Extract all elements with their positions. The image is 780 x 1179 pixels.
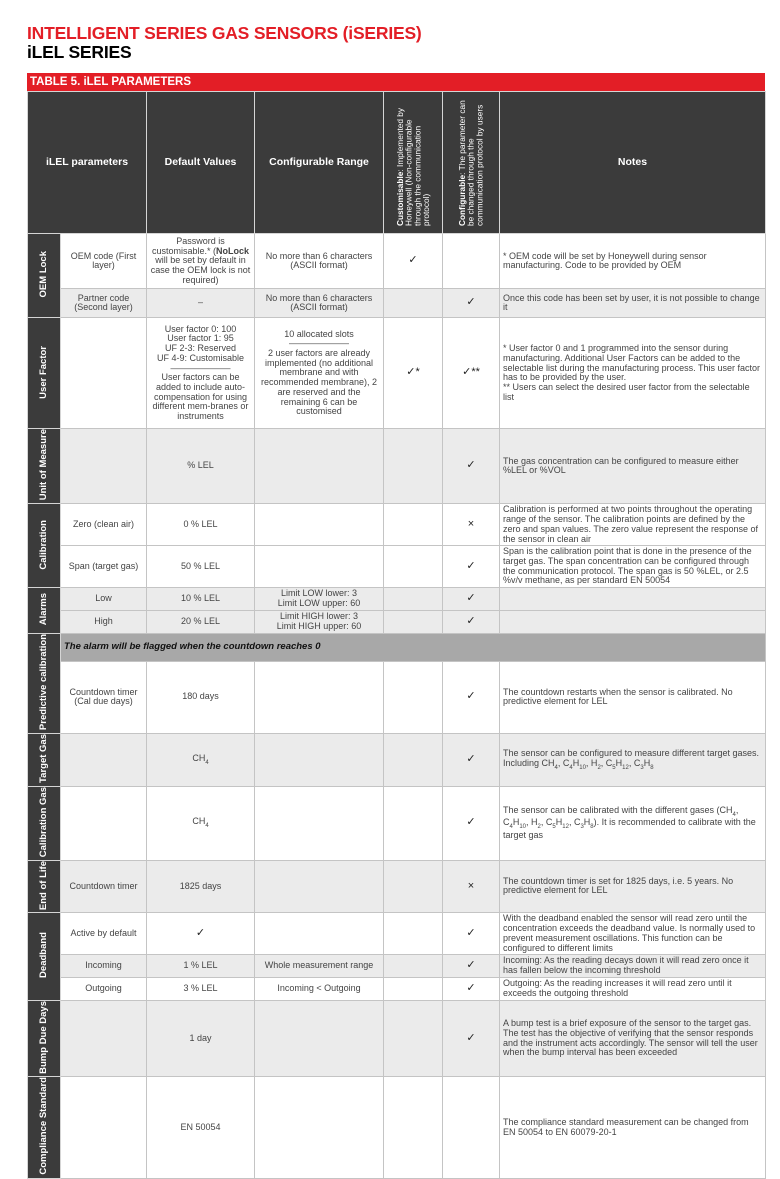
group-compliance-standard: Compliance Standard: [28, 1077, 61, 1178]
col-header-default: Default Values: [147, 92, 255, 234]
table-row: [28, 546, 766, 588]
range-cell: 10 allocated slots –––––––––––– 2 user factors are already implemented (no additional membrane and with recommended membrane), 2 are reserved and the remaining 6 can be customised: [255, 318, 384, 429]
notes-cell: The sensor can be calibrated with the different gases ($CH_4$, $C_4H_{10}$, $H_2$, $C_5H_{12}$, $C_3H_8$). It is recommended to calibrate with the target gas: [500, 786, 766, 860]
table-row: [28, 634, 766, 661]
param-cell: Active by default: [61, 913, 147, 955]
table-row: [28, 611, 766, 634]
notes-cell: The gas concentration can be configured to measure either %LEL or %VOL: [500, 429, 766, 504]
col-header-customisable: [384, 92, 443, 234]
cross-icon: ×: [443, 860, 500, 913]
check-icon: ✓: [443, 786, 500, 860]
table-row: [28, 1000, 766, 1077]
range-cell: Limit HIGH lower: 3 Limit HIGH upper: 60: [255, 611, 384, 634]
notes-cell: Span is the calibration point that is done in the presence of the target gas. The span concentration can be configured through the communication protocol. The span gas is 50 %LEL, or 2.5 %v/v methane, as per standard EN 50054: [500, 546, 766, 588]
table-row: [28, 913, 766, 955]
default-cell: 180 days: [147, 661, 255, 733]
param-cell: Countdown timer (Cal due days): [61, 661, 147, 733]
check-icon: ✓: [443, 546, 500, 588]
range-cell: Limit LOW lower: 3 Limit LOW upper: 60: [255, 588, 384, 611]
document-subtitle: iLEL SERIES: [27, 42, 132, 62]
customisable-label: Customisable: [394, 171, 405, 226]
default-cell: 1 % LEL: [147, 955, 255, 977]
param-cell: Countdown timer: [61, 860, 147, 913]
parameters-table: [27, 91, 766, 1179]
table-row: [28, 289, 766, 318]
param-cell: Incoming: [61, 955, 147, 977]
table-title: TABLE 5. iLEL PARAMETERS: [27, 73, 765, 91]
col-header-notes: Notes: [500, 92, 766, 234]
col-header-configurable: [443, 92, 500, 234]
default-cell: Password is customisable.* (NoLock will be set by default in case the OEM lock is not required): [147, 234, 255, 289]
check-icon: ✓: [443, 611, 500, 634]
check-icon: ✓: [443, 661, 500, 733]
default-cell: User factor 0: 100 User factor 1: 95 UF 2-3: Reserved UF 4-9: Customisable –––––––––––– User factors can be added to include auto-compensation for using different mem-branes or instruments: [147, 318, 255, 429]
default-cell: % LEL: [147, 429, 255, 504]
default-cell: $CH_4$: [147, 786, 255, 860]
default-cell: 10 % LEL: [147, 588, 255, 611]
group-calibration-gas: Calibration Gas: [28, 786, 61, 860]
table-row: [28, 734, 766, 787]
table-row: [28, 860, 766, 913]
group-deadband: Deadband: [28, 913, 61, 1000]
check-icon: ✓: [443, 955, 500, 977]
group-predictive-calibration: Predictive calibration: [28, 634, 61, 734]
group-alarms: Alarms: [28, 588, 61, 634]
notes-cell: Outgoing: As the reading increases it will read zero until it exceeds the outgoing threshold: [500, 977, 766, 1000]
param-cell: Partner code (Second layer): [61, 289, 147, 318]
group-calibration: Calibration: [28, 504, 61, 588]
notes-cell: * User factor 0 and 1 programmed into the sensor during manufacturing. Additional User Factors can be added to the selectable list during the manufacturing process. This user factor has to be provided by the user. ** Users can select the desired user factor from the selectable list: [500, 318, 766, 429]
cross-icon: ×: [443, 504, 500, 546]
col-header-range: Configurable Range: [255, 92, 384, 234]
group-end-of-life: End of Life: [28, 860, 61, 913]
default-cell: 0 % LEL: [147, 504, 255, 546]
check-star-icon: ✓*: [384, 318, 443, 429]
configurable-desc: : The parameter can be changed through the communication protocol by users: [456, 100, 485, 226]
default-cell: 1 day: [147, 1000, 255, 1077]
group-user-factor: User Factor: [28, 318, 61, 429]
range-cell: Incoming < Outgoing: [255, 977, 384, 1000]
group-target-gas: Target Gas: [28, 734, 61, 787]
configurable-label: Configurable: [456, 174, 467, 226]
param-cell: Span (target gas): [61, 546, 147, 588]
check-icon: ✓: [384, 234, 443, 289]
default-cell: 20 % LEL: [147, 611, 255, 634]
default-cell: 3 % LEL: [147, 977, 255, 1000]
range-cell: No more than 6 characters (ASCII format): [255, 289, 384, 318]
notes-cell: A bump test is a brief exposure of the sensor to the target gas. The test has the objective of verifying that the sensor responds and the instrument acts accordingly. The sensor will tell the user when the bump interval has been exceeded: [500, 1000, 766, 1077]
check-icon: ✓: [443, 1000, 500, 1077]
range-cell: Whole measurement range: [255, 955, 384, 977]
check-icon: ✓: [443, 977, 500, 1000]
notes-cell: Calibration is performed at two points throughout the operating range of the sensor. The calibration points are defined by the zero and span values. The zero value represent the response of the sensor in clean air: [500, 504, 766, 546]
check-icon: ✓: [443, 429, 500, 504]
notes-cell: The sensor can be configured to measure different target gases. Including $CH_4$, $C_4H_{10}$, $H_2$, $C_5H_{12}$, $C_3H_8$: [500, 734, 766, 787]
check-icon: ✓: [443, 734, 500, 787]
param-cell: OEM code (First layer): [61, 234, 147, 289]
check-icon: ✓: [443, 913, 500, 955]
param-cell: Outgoing: [61, 977, 147, 1000]
check-double-star-icon: ✓**: [443, 318, 500, 429]
table-row: [28, 977, 766, 1000]
table-row: [28, 234, 766, 289]
default-cell: 1825 days: [147, 860, 255, 913]
check-icon: ✓: [443, 588, 500, 611]
default-cell: $CH_4$: [147, 734, 255, 787]
notes-cell: With the deadband enabled the sensor will read zero until the concentration exceeds the deadband value. Is normally used to prevent measurement oscillations. This function can be configured to different limits: [500, 913, 766, 955]
notes-cell: * OEM code will be set by Honeywell during sensor manufacturing. Code to be provided by OEM: [500, 234, 766, 289]
notes-cell: Incoming: As the reading decays down it will read zero once it has fallen below the incoming threshold: [500, 955, 766, 977]
default-cell: 50 % LEL: [147, 546, 255, 588]
param-cell: Zero (clean air): [61, 504, 147, 546]
param-cell: High: [61, 611, 147, 634]
group-bump-due-days: Bump Due Days: [28, 1000, 61, 1077]
group-oem-lock: OEM Lock: [28, 234, 61, 318]
notes-cell: The compliance standard measurement can be changed from EN 50054 to EN 60079-20-1: [500, 1077, 766, 1178]
col-header-parameters: iLEL parameters: [28, 92, 147, 234]
table-row: [28, 955, 766, 977]
param-cell: Low: [61, 588, 147, 611]
default-cell: EN 50054: [147, 1077, 255, 1178]
table-row: [28, 786, 766, 860]
check-icon: ✓: [443, 289, 500, 318]
predictive-banner: The alarm will be flagged when the countdown reaches 0: [61, 634, 766, 661]
default-cell: –: [147, 289, 255, 318]
table-row: [28, 588, 766, 611]
table-row: [28, 318, 766, 429]
notes-cell: The countdown timer is set for 1825 days, i.e. 5 years. No predictive element for LEL: [500, 860, 766, 913]
notes-cell: The countdown restarts when the sensor is calibrated. No predictive element for LEL: [500, 661, 766, 733]
range-cell: No more than 6 characters (ASCII format): [255, 234, 384, 289]
document-title: INTELLIGENT SERIES GAS SENSORS (iSERIES): [27, 23, 422, 43]
table-row: [28, 661, 766, 733]
customisable-desc: : Implemented by Honeywell (Non-configurable through the communication protocol): [394, 107, 431, 226]
table-row: [28, 504, 766, 546]
table-row: [28, 1077, 766, 1178]
group-unit-of-measure: Unit of Measure: [28, 429, 61, 504]
notes-cell: Once this code has been set by user, it is not possible to change it: [500, 289, 766, 318]
check-icon: ✓: [147, 913, 255, 955]
table-row: [28, 429, 766, 504]
